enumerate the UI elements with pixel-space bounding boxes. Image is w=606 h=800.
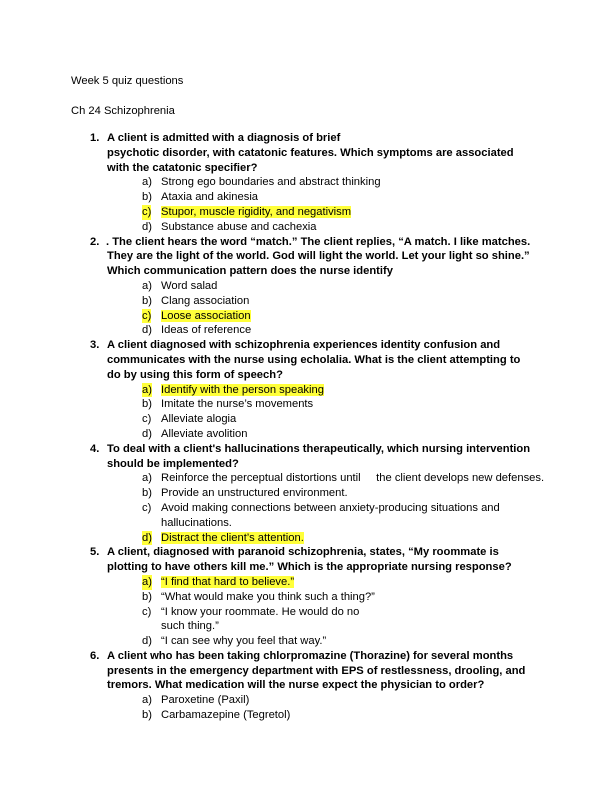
answer-option-c — [142, 205, 531, 220]
option-text: Clang association — [161, 294, 250, 307]
answer-option-d — [142, 323, 531, 338]
question-3 — [71, 338, 531, 442]
answer-option-a — [142, 471, 545, 486]
chapter-heading: Ch 24 Schizophrenia — [71, 105, 175, 117]
question-6 — [71, 649, 531, 723]
highlighted-answer-text: Loose association — [161, 309, 251, 322]
option-letter: c) — [142, 413, 152, 426]
option-letter: c) — [142, 501, 152, 514]
option-text: “I can see why you feel that way.” — [161, 635, 327, 648]
answer-options — [107, 575, 531, 649]
option-text: Word salad — [161, 279, 218, 292]
option-text: “What would make you think such a thing?” — [161, 590, 375, 603]
answer-option-b — [142, 708, 531, 723]
highlighted-answer-text: Distract the client’s attention. — [161, 531, 304, 544]
question-text: A client who has been taking chlorpromazine (Thorazine) for several months presents in the emergency department with EPS of restlessness, drooling, and tremors. What medication will the nurse expect the physician to order? — [107, 649, 526, 692]
question-text: A client diagnosed with schizophrenia experiences identity confusion and communicates with the nurse using echolalia. What is the client attempting to do by using this form of speech? — [107, 339, 521, 381]
question-number: 2. — [90, 235, 100, 248]
question-text: To deal with a client's hallucinations therapeutically, which nursing intervention should be implemented? — [107, 442, 531, 470]
option-letter: b) — [142, 709, 152, 722]
option-letter: b) — [142, 294, 152, 307]
question-number: 4. — [90, 442, 100, 455]
answer-option-d — [142, 427, 531, 442]
question-number: 5. — [90, 546, 100, 559]
question-2 — [71, 235, 531, 339]
option-text: Imitate the nurse’s movements — [161, 398, 314, 411]
option-letter: c) — [142, 205, 152, 218]
highlighted-answer-text: Identify with the person speaking — [161, 383, 324, 396]
answer-option-c — [142, 501, 531, 531]
answer-option-b — [142, 590, 531, 605]
option-letter: d) — [142, 427, 152, 440]
option-letter: a) — [142, 383, 152, 396]
answer-options — [107, 279, 531, 338]
option-letter: d) — [142, 220, 152, 233]
option-text: Alleviate alogia — [161, 413, 237, 426]
question-number: 6. — [90, 649, 100, 662]
answer-options — [107, 383, 531, 442]
option-text: Strong ego boundaries and abstract thinking — [161, 176, 381, 189]
answer-option-c — [142, 412, 531, 427]
answer-option-d — [142, 634, 531, 649]
answer-option-b — [142, 190, 531, 205]
answer-option-c — [142, 309, 531, 324]
option-letter: d) — [142, 635, 152, 648]
option-letter: a) — [142, 176, 152, 189]
answer-option-a — [142, 383, 531, 398]
answer-option-a — [142, 175, 531, 190]
answer-option-a — [142, 575, 531, 590]
option-letter: b) — [142, 487, 152, 500]
answer-option-b — [142, 486, 531, 501]
option-text: Carbamazepine (Tegretol) — [161, 709, 291, 722]
answer-options — [107, 693, 531, 723]
option-letter: a) — [142, 472, 152, 485]
question-text: . The client hears the word “match.” The client replies, “A match. I like matches. They are the light of the world. God will light the world. Let your light so shine.” Which communication pattern does the nurse identify — [106, 235, 531, 278]
answer-option-b — [142, 397, 531, 412]
question-5 — [71, 545, 531, 649]
option-letter: b) — [142, 398, 152, 411]
document-title: Week 5 quiz questions — [71, 75, 184, 87]
answer-option-d — [142, 220, 531, 235]
option-letter: a) — [142, 279, 152, 292]
answer-option-a — [142, 693, 531, 708]
option-letter: c) — [142, 605, 152, 618]
highlighted-answer-text: “I find that hard to believe.” — [161, 575, 295, 588]
answer-option-c — [142, 605, 531, 635]
option-letter: d) — [142, 531, 152, 544]
highlighted-answer-text: Stupor, muscle rigidity, and negativism — [161, 205, 352, 218]
question-text-continued: psychotic disorder, with catatonic features. Which symptoms are associated with the catatonic specifier? — [107, 146, 514, 174]
question-text: A client, diagnosed with paranoid schizophrenia, states, “My roommate is plotting to have others kill me.” Which is the appropriate nursing response? — [107, 546, 512, 574]
answer-options — [107, 175, 531, 234]
answer-option-b — [142, 294, 531, 309]
question-1 — [71, 131, 531, 235]
answer-option-a — [142, 279, 531, 294]
option-text: Paroxetine (Paxil) — [161, 694, 250, 707]
option-text: Provide an unstructured environment. — [161, 487, 348, 500]
question-list — [71, 131, 545, 723]
option-letter: c) — [142, 309, 152, 322]
option-letter: d) — [142, 324, 152, 337]
option-letter: b) — [142, 590, 152, 603]
option-letter: a) — [142, 575, 152, 588]
option-text-continued: such thing.” — [161, 620, 219, 633]
option-text: Ataxia and akinesia — [161, 191, 259, 204]
answer-options — [107, 471, 545, 545]
option-text: Reinforce the perceptual distortions until the client develops new defenses. — [161, 472, 545, 485]
question-text: A client is admitted with a diagnosis of brief — [107, 132, 341, 144]
option-text: Avoid making connections between anxiety-producing situations and hallucinations. — [161, 501, 500, 529]
question-number: 1. — [90, 132, 100, 144]
answer-option-d — [142, 531, 531, 546]
question-4 — [71, 442, 545, 546]
option-letter: a) — [142, 694, 152, 707]
question-number: 3. — [90, 339, 100, 352]
option-letter: b) — [142, 191, 152, 204]
option-text: Substance abuse and cachexia — [161, 220, 317, 233]
option-text: Ideas of reference — [161, 324, 252, 337]
option-text: “I know your roommate. He would do no — [161, 605, 360, 618]
option-text: Alleviate avolition — [161, 427, 248, 440]
